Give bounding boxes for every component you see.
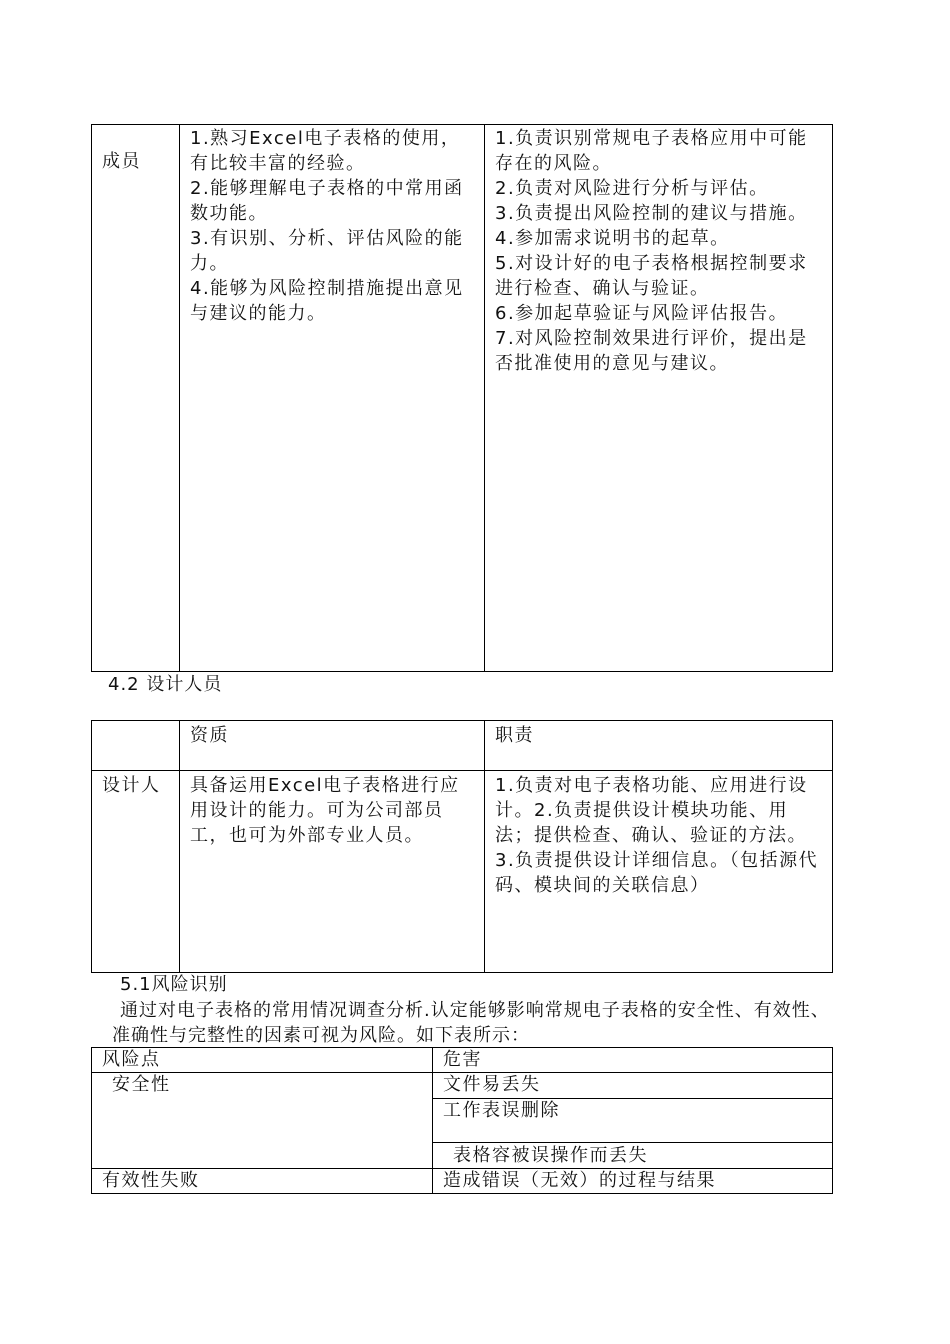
duty-item-2: 2.负责对风险进行分析与评估。 <box>495 178 769 199</box>
risk-header-harm-cell <box>433 1048 833 1073</box>
designers-duty-cell <box>485 771 833 973</box>
duty-item-6: 6.参加起草验证与风险评估报告。 <box>495 303 789 324</box>
security-harm-1: 文件易丢失 <box>443 1074 541 1095</box>
duty-item-4: 4.参加需求说明书的起草。 <box>495 228 730 249</box>
validity-label-cell <box>92 1169 433 1194</box>
section-5-1-heading: 5.1风险识别 <box>120 974 228 995</box>
validity-harm: 造成错误（无效）的过程与结果 <box>443 1170 716 1191</box>
risk-header-risk: 风险点 <box>102 1049 161 1070</box>
designers-table <box>91 720 833 973</box>
qualification-item-3: 3.有识别、分析、评估风险的能力。 <box>190 228 464 274</box>
security-harm-2: 工作表误删除 <box>443 1100 560 1121</box>
security-harm-cell-3 <box>433 1143 833 1169</box>
designers-header-duty: 职责 <box>495 725 534 746</box>
members-row-label: 成员 <box>102 151 141 172</box>
qualification-item-2: 2.能够理解电子表格的中常用函数功能。 <box>190 178 464 224</box>
designers-header-qualification: 资质 <box>190 725 229 746</box>
qualification-item-1: 1.熟习Excel电子表格的使用，有比较丰富的经验。 <box>190 128 461 174</box>
duty-item-1: 1.负责识别常规电子表格应用中可能存在的风险。 <box>495 128 808 174</box>
members-table <box>91 124 833 672</box>
section-4-2-heading: 4.2 设计人员 <box>108 674 223 695</box>
designers-header-duty-cell <box>485 721 833 771</box>
intro-paragraph: 通过对电子表格的常用情况调查分析.认定能够影响常规电子表格的安全性、有效性、准确性与完整性的因素可视为风险。如下表所示： <box>112 1000 830 1046</box>
risk-table <box>91 1047 833 1194</box>
qualification-item-4: 4.能够为风险控制措施提出意见与建议的能力。 <box>190 278 464 324</box>
designers-duty: 1.负责对电子表格功能、应用进行设计。2.负责提供设计模块功能、用法；提供检查、确认、验证的方法。 3.负责提供设计详细信息。（包括源代码、模块间的关联信息） <box>495 775 819 896</box>
designers-row-label-cell <box>92 771 180 973</box>
members-qualifications-cell <box>180 125 485 672</box>
duty-item-7: 7.对风险控制效果进行评价，提出是否批准使用的意见与建议。 <box>495 328 808 374</box>
members-row-label-cell <box>92 125 180 672</box>
designers-header-blank <box>92 721 180 771</box>
duty-item-5: 5.对设计好的电子表格根据控制要求进行检查、确认与验证。 <box>495 253 808 299</box>
risk-header-risk-cell <box>92 1048 433 1073</box>
security-label: 安全性 <box>112 1074 171 1095</box>
security-harm-3: 表格容被误操作而丢失 <box>453 1145 648 1166</box>
security-harm-cell-2 <box>433 1099 833 1143</box>
risk-header-harm: 危害 <box>443 1049 482 1070</box>
designers-qualification-cell <box>180 771 485 973</box>
designers-qualification: 具备运用Excel电子表格进行应用设计的能力。可为公司部员工，也可为外部专业人员。 <box>190 775 460 846</box>
validity-harm-cell <box>433 1169 833 1194</box>
designers-row-label: 设计人 <box>102 775 161 796</box>
security-label-cell <box>92 1073 433 1169</box>
designers-header-qualification-cell <box>180 721 485 771</box>
duty-item-3: 3.负责提出风险控制的建议与措施。 <box>495 203 808 224</box>
validity-label: 有效性失败 <box>102 1170 200 1191</box>
security-harm-cell-1 <box>433 1073 833 1099</box>
members-duties-cell <box>485 125 833 672</box>
